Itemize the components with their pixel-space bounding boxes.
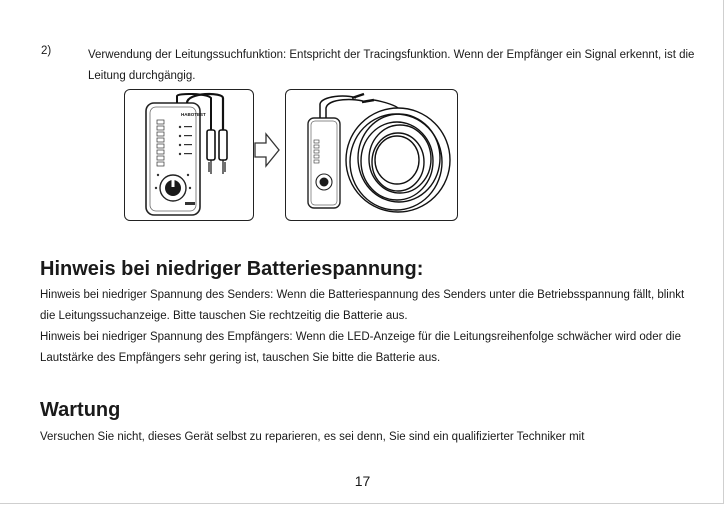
figure-coiled-cable (285, 89, 458, 221)
coiled-cable-icon (286, 90, 457, 220)
arrow-right-icon (253, 130, 281, 175)
heading-battery: Hinweis bei niedriger Batteriespannung: (40, 258, 424, 280)
page-number: 17 (354, 473, 371, 489)
svg-text:HABOTEST: HABOTEST (181, 112, 206, 117)
battery-receiver-text: Hinweis bei niedriger Spannung des Empfängers: Wenn die LED-Anzeige für die Leitungsreihenfolge schwächer wird oder die Lautstärke des Empfängers sehr gering ist, tauschen Sie bitte die Batterie aus. (40, 331, 681, 364)
maintenance-text: Versuchen Sie nicht, dieses Gerät selbst zu reparieren, es sei denn, Sie sind ein qualifizierter Techniker mit (40, 431, 585, 443)
battery-paragraph (40, 285, 700, 369)
battery-sender-text: Hinweis bei niedriger Spannung des Senders: Wenn die Batteriespannung des Senders unter die Betriebsspannung fällt, blinkt die Leitungssuchanzeige. Bitte tauschen Sie rechtzeitig die Batterie aus. (40, 289, 685, 322)
figure-tester-device (124, 89, 254, 221)
list-item-text: Verwendung der Leitungssuchfunktion: Entspricht der Tracingsfunktion. Wenn der Empfänger ein Signal erkennt, ist die Leitung durchgängig. (88, 49, 695, 82)
list-item-number: 2) (41, 45, 52, 57)
tester-device-icon (125, 90, 253, 220)
heading-maintenance: Wartung (40, 399, 121, 421)
